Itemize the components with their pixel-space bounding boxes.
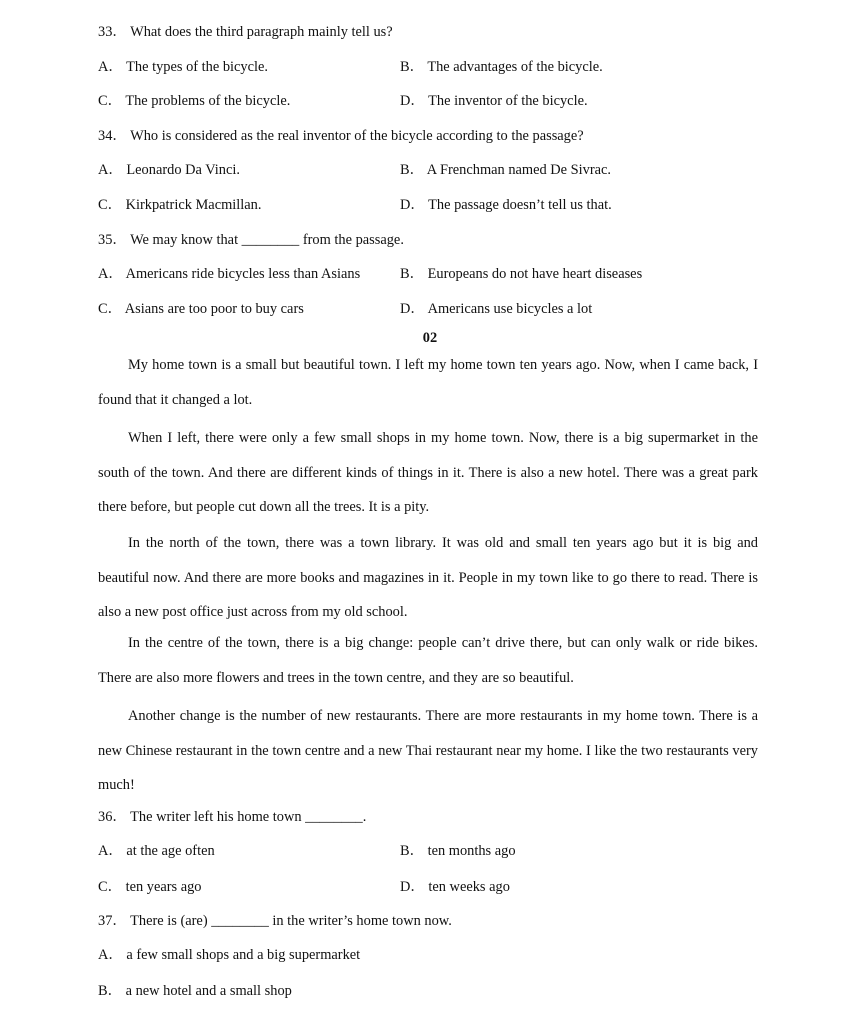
question-37: 37． There is (are) ________ in the writer’s home town now.	[98, 913, 452, 929]
passage-paragraph-2: When I left, there were only a few small shops in my home town. Now, there is a big supermarket in the south of the town. And there are different kinds of things in it. There is also a new hotel. There was a great park there before, but people cut down all the trees. It is a pity.	[98, 430, 758, 515]
option-35-c: C． Asians are too poor to buy cars	[98, 301, 304, 317]
option-36-b: B． ten months ago	[400, 843, 516, 859]
option-35-d: D． Americans use bicycles a lot	[400, 301, 593, 317]
option-36-d: D． ten weeks ago	[400, 879, 510, 895]
option-33-b: B． The advantages of the bicycle.	[400, 59, 603, 75]
question-36: 36． The writer left his home town ________.	[98, 809, 367, 825]
question-34: 34． Who is considered as the real inventor of the bicycle according to the passage?	[98, 128, 584, 144]
option-35-b: B． Europeans do not have heart diseases	[400, 266, 643, 282]
option-34-b: B． A Frenchman named De Sivrac.	[400, 162, 612, 178]
passage-paragraph-1: My home town is a small but beautiful town. I left my home town ten years ago. Now, when I came back, I found that it changed a lot.	[98, 357, 758, 408]
option-36-a: A． at the age often	[98, 843, 215, 859]
option-34-a: A． Leonardo Da Vinci.	[98, 162, 240, 178]
option-34-d: D． The passage doesn’t tell us that.	[400, 197, 612, 213]
option-35-a: A． Americans ride bicycles less than Asians	[98, 266, 361, 282]
question-35: 35． We may know that ________ from the passage.	[98, 232, 404, 248]
option-36-c: C． ten years ago	[98, 879, 202, 895]
passage-paragraph-3: In the north of the town, there was a town library. It was old and small ten years ago but it is big and beautiful now. And there are more books and magazines in it. People in my town like to go there to read. There is also a new post office just across from my old school.	[98, 535, 758, 620]
option-33-a: A． The types of the bicycle.	[98, 59, 268, 75]
passage-paragraph-4: In the centre of the town, there is a big change: people can’t drive there, but can only walk or ride bikes. There are also more flowers and trees in the town centre, and they are so beautiful.	[98, 635, 758, 686]
option-33-d: D． The inventor of the bicycle.	[400, 93, 588, 109]
option-34-c: C． Kirkpatrick Macmillan.	[98, 197, 262, 213]
section-title: 02	[422, 330, 438, 346]
option-33-c: C． The problems of the bicycle.	[98, 93, 291, 109]
option-37-a: A． a few small shops and a big supermarket	[98, 947, 361, 963]
option-37-b: B． a new hotel and a small shop	[98, 983, 292, 999]
question-33: 33． What does the third paragraph mainly tell us?	[98, 24, 393, 40]
passage-paragraph-5: Another change is the number of new restaurants. There are more restaurants in my home town. There is a new Chinese restaurant in the town centre and a new Thai restaurant near my home. I like the two restaurants very much!	[98, 708, 758, 793]
